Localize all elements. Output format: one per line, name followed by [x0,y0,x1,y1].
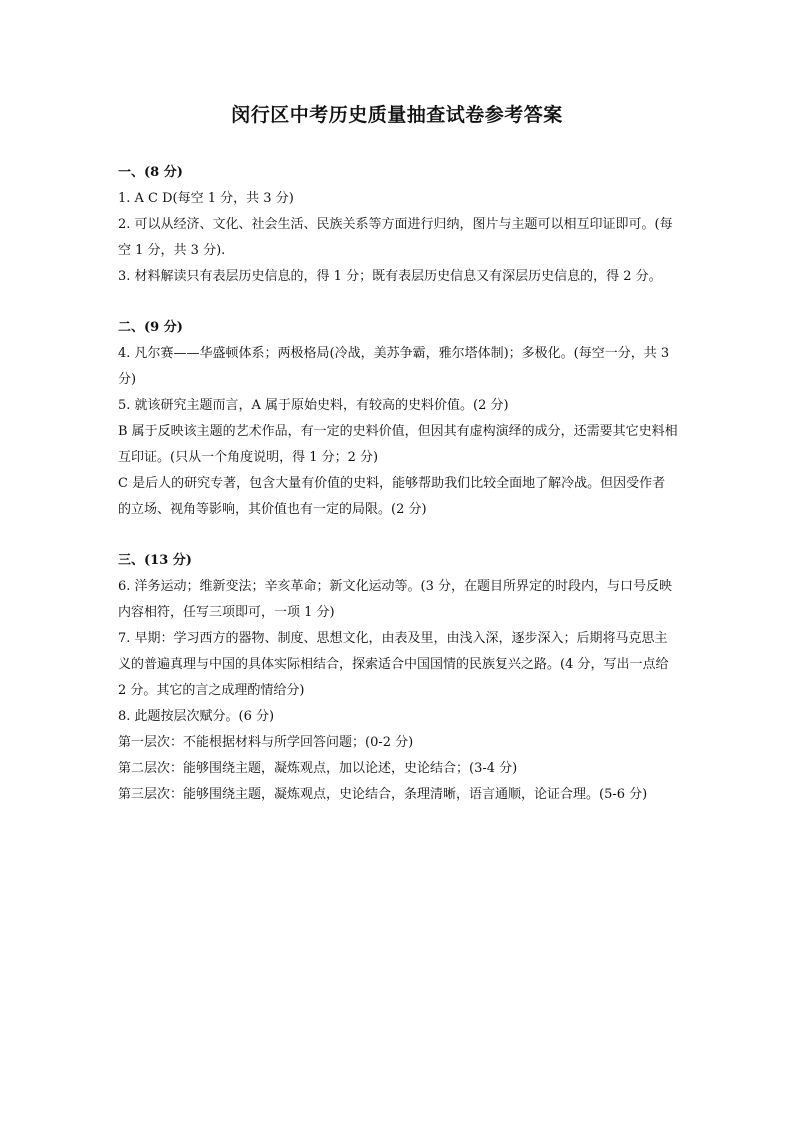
section-heading: 三、(13 分) [118,553,192,568]
section-2 [118,315,678,523]
section-heading: 一、(8 分) [118,165,183,180]
section-spacer [118,290,678,315]
answer-line: C 是后人的研究专著，包含大量有价值的史料，能够帮助我们比较全面地了解冷战。但因受作者的立场、视角等影响，其价值也有一定的局限。(2 分) [118,476,666,517]
section-1 [118,160,678,290]
answer-line: 3. 材料解读只有表层历史信息的，得 1 分；既有表层历史信息又有深层历史信息的，得 2 分。 [118,269,662,284]
answer-line: 第一层次：不能根据材料与所学回答问题；(0-2 分) [118,735,414,750]
answer-line: 第三层次：能够围绕主题，凝炼观点，史论结合，条理清晰，语言通顺，论证合理。(5-6 分) [118,787,648,802]
answer-line: 7. 早期：学习西方的器物、制度、思想文化，由表及里，由浅入深，逐步深入；后期将马克思主义的普遍真理与中国的具体实际相结合，探索适合中国国情的民族复兴之路。(4 分，写出一点给 2 分。其它的言之成理酌情给分) [118,631,669,698]
document-title: 闵行区中考历史质量抽查试卷参考答案 [231,104,563,126]
answer-content [118,160,678,808]
section-3 [118,548,678,808]
answer-line: 4. 凡尔赛——华盛顿体系；两极格局(冷战，美苏争霸，雅尔塔体制)；多极化。(每空一分，共 3 分) [118,346,670,387]
answer-line: 第二层次：能够围绕主题，凝炼观点，加以论述，史论结合；(3-4 分) [118,761,518,776]
answer-line: B 属于反映该主题的艺术作品，有一定的史料价值，但因其有虚构演绎的成分，还需要其它史料相互印证。(只从一个角度说明，得 1 分；2 分) [118,424,678,465]
answer-line: 1. A C D(每空 1 分，共 3 分) [118,191,294,206]
answer-line: 5. 就该研究主题而言，A 属于原始史料，有较高的史料价值。(2 分) [118,398,509,413]
answer-line: 6. 洋务运动；维新变法；辛亥革命；新文化运动等。(3 分，在题目所界定的时段内，与口号反映内容相符，任写三项即可，一项 1 分) [118,579,673,620]
answer-line: 8. 此题按层次赋分。(6 分) [118,709,275,724]
section-heading: 二、(9 分) [118,320,183,335]
section-spacer [118,523,678,548]
answer-line: 2. 可以从经济、文化、社会生活、民族关系等方面进行归纳，图片与主题可以相互印证即可。(每空 1 分，共 3 分). [118,217,673,258]
